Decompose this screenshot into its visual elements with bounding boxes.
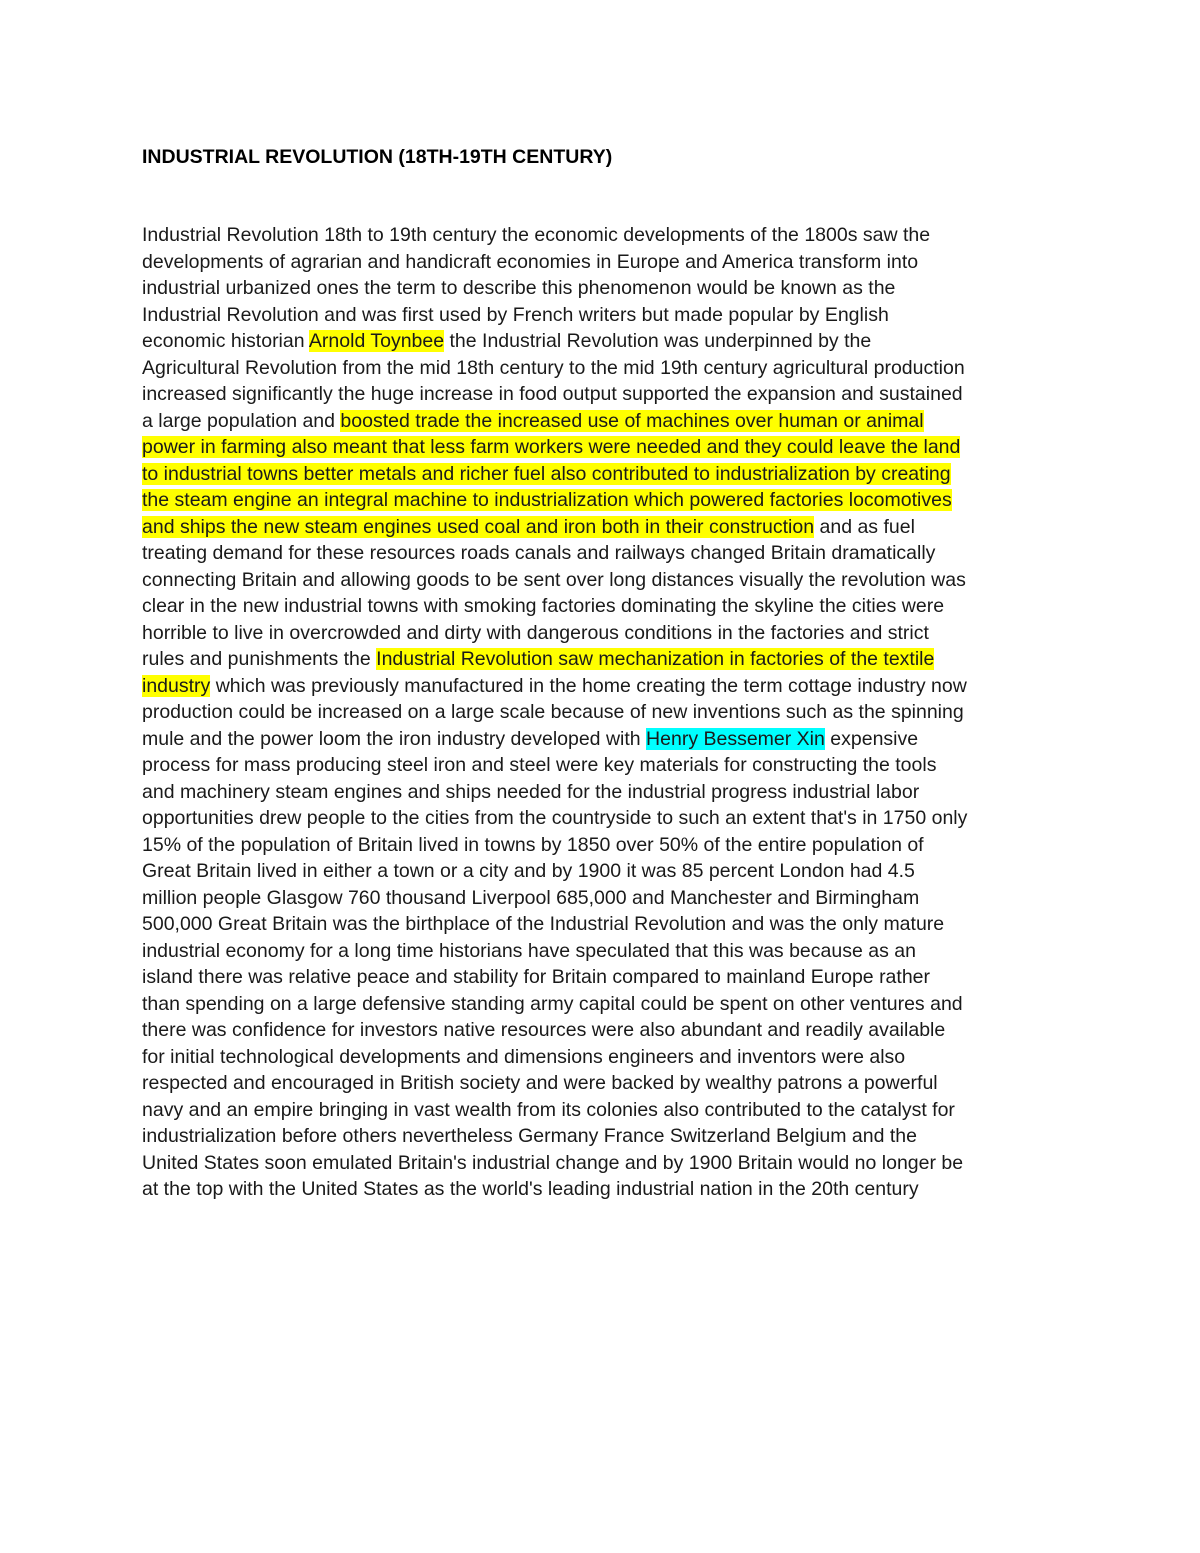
body-text: production could be increased on a large scale because of new inventions such as the spinning — [142, 701, 964, 723]
paragraph-line — [142, 1070, 1072, 1097]
paragraph-line — [142, 964, 1072, 991]
body-text: industrialization before others nevertheless Germany France Switzerland Belgium and the — [142, 1125, 917, 1147]
paragraph-line — [142, 355, 1072, 382]
yellow-highlighted-text: Industrial Revolution saw mechanization in factories of the textile — [376, 648, 935, 670]
body-text: Great Britain lived in either a town or a city and by 1900 it was 85 percent London had 4.5 — [142, 860, 915, 882]
paragraph-line — [142, 885, 1072, 912]
paragraph-line — [142, 938, 1072, 965]
paragraph-line — [142, 540, 1072, 567]
body-text: industrial urbanized ones the term to describe this phenomenon would be known as the — [142, 277, 896, 299]
body-text: treating demand for these resources roads canals and railways changed Britain dramatically — [142, 542, 936, 564]
body-text: horrible to live in overcrowded and dirty with dangerous conditions in the factories and strict — [142, 621, 929, 644]
body-text: expensive — [824, 727, 919, 750]
yellow-highlighted-text: the steam engine an integral machine to industrialization which powered factories locomotives — [142, 489, 952, 511]
body-text: 15% of the population of Britain lived in towns by 1850 over 50% of the entire population of — [142, 833, 924, 856]
paragraph-line — [142, 487, 1072, 514]
body-text: connecting Britain and allowing goods to be sent over long distances visually the revolution was — [142, 568, 966, 591]
paragraph-line — [142, 1097, 1072, 1124]
body-text: and as fuel — [814, 515, 915, 538]
paragraph-line — [142, 991, 1072, 1018]
yellow-highlighted-text: boosted trade the increased use of machines over human or animal — [340, 409, 924, 432]
body-text: process for mass producing steel iron and steel were key materials for constructing the tools — [142, 754, 937, 776]
paragraph-line — [142, 779, 1072, 806]
paragraph-line — [142, 249, 1072, 276]
body-text: navy and an empire bringing in vast wealth from its colonies also contributed to the catalyst for — [142, 1098, 955, 1121]
body-text: United States soon emulated Britain's industrial change and by 1900 Britain would no longer be — [142, 1151, 964, 1174]
yellow-highlighted-text: Arnold Toynbee — [308, 330, 445, 352]
body-text: rules and punishments the — [142, 648, 377, 670]
body-text: opportunities drew people to the cities from the countryside to such an extent that's in 1750 only — [142, 807, 968, 829]
body-text: respected and encouraged in British society and were backed by wealthy patrons a powerful — [142, 1072, 938, 1094]
body-text: Industrial Revolution and was first used by French writers but made popular by English — [142, 303, 889, 326]
body-text: there was confidence for investors native resources were also abundant and readily available — [142, 1019, 946, 1041]
paragraph-line — [142, 726, 1072, 753]
paragraph-line — [142, 302, 1072, 329]
body-text: a large population and — [142, 409, 341, 432]
paragraph-line — [142, 673, 1072, 700]
paragraph-line — [142, 646, 1072, 673]
cyan-highlighted-text: Henry Bessemer Xin — [646, 727, 825, 750]
yellow-highlighted-text: industry — [142, 674, 211, 697]
paragraph-line — [142, 461, 1072, 488]
body-text: increased significantly the huge increase in food output supported the expansion and sustained — [142, 383, 963, 405]
document-body — [142, 222, 1072, 1203]
paragraph-line — [142, 699, 1072, 726]
body-text: clear in the new industrial towns with smoking factories dominating the skyline the cities were — [142, 595, 945, 617]
body-text: million people Glasgow 760 thousand Liverpool 685,000 and Manchester and Birmingham — [142, 886, 920, 909]
paragraph-line — [142, 858, 1072, 885]
body-text: which was previously manufactured in the home creating the term cottage industry now — [210, 674, 967, 697]
body-text: Agricultural Revolution from the mid 18th century to the mid 19th century agricultural production — [142, 356, 965, 379]
body-text: for initial technological developments and dimensions engineers and inventors were also — [142, 1045, 906, 1068]
body-text: the Industrial Revolution was underpinned by the — [444, 330, 872, 352]
paragraph-line — [142, 381, 1072, 408]
body-text: industrial economy for a long time historians have speculated that this was because as an — [142, 939, 916, 962]
paragraph-line — [142, 620, 1072, 647]
paragraph-line — [142, 593, 1072, 620]
paragraph-line — [142, 567, 1072, 594]
body-text: mule and the power loom the iron industry developed with — [142, 727, 647, 750]
paragraph-line — [142, 328, 1072, 355]
yellow-highlighted-text: and ships the new steam engines used coal and iron both in their construction — [142, 515, 815, 538]
body-text: developments of agrarian and handicraft economies in Europe and America transform into — [142, 250, 919, 273]
paragraph-line — [142, 434, 1072, 461]
paragraph-line — [142, 1123, 1072, 1150]
body-text: than spending on a large defensive standing army capital could be spent on other ventures and — [142, 992, 963, 1015]
paragraph-line — [142, 1176, 1072, 1203]
yellow-highlighted-text: power in farming also meant that less farm workers were needed and they could leave the land — [142, 436, 961, 458]
paragraph-line — [142, 514, 1072, 541]
paragraph-line — [142, 1044, 1072, 1071]
body-text: Industrial Revolution 18th to 19th century the economic developments of the 1800s saw the — [142, 224, 931, 246]
body-text: island there was relative peace and stability for Britain compared to mainland Europe rather — [142, 966, 931, 988]
paragraph-line — [142, 275, 1072, 302]
document-title: INDUSTRIAL REVOLUTION (18TH-19TH CENTURY) — [142, 146, 613, 168]
paragraph-line — [142, 805, 1072, 832]
body-text: 500,000 Great Britain was the birthplace of the Industrial Revolution and was the only mature — [142, 913, 945, 935]
body-text: economic historian — [142, 330, 309, 352]
paragraph-line — [142, 1150, 1072, 1177]
body-text: at the top with the United States as the world's leading industrial nation in the 20th century — [142, 1178, 919, 1200]
paragraph-line — [142, 222, 1072, 249]
paragraph-line — [142, 832, 1072, 859]
paragraph-line — [142, 752, 1072, 779]
paragraph-line — [142, 408, 1072, 435]
body-text: and machinery steam engines and ships needed for the industrial progress industrial labor — [142, 780, 920, 803]
paragraph-line — [142, 911, 1072, 938]
paragraph-line — [142, 1017, 1072, 1044]
yellow-highlighted-text: to industrial towns better metals and richer fuel also contributed to industrialization by creating — [142, 462, 951, 485]
